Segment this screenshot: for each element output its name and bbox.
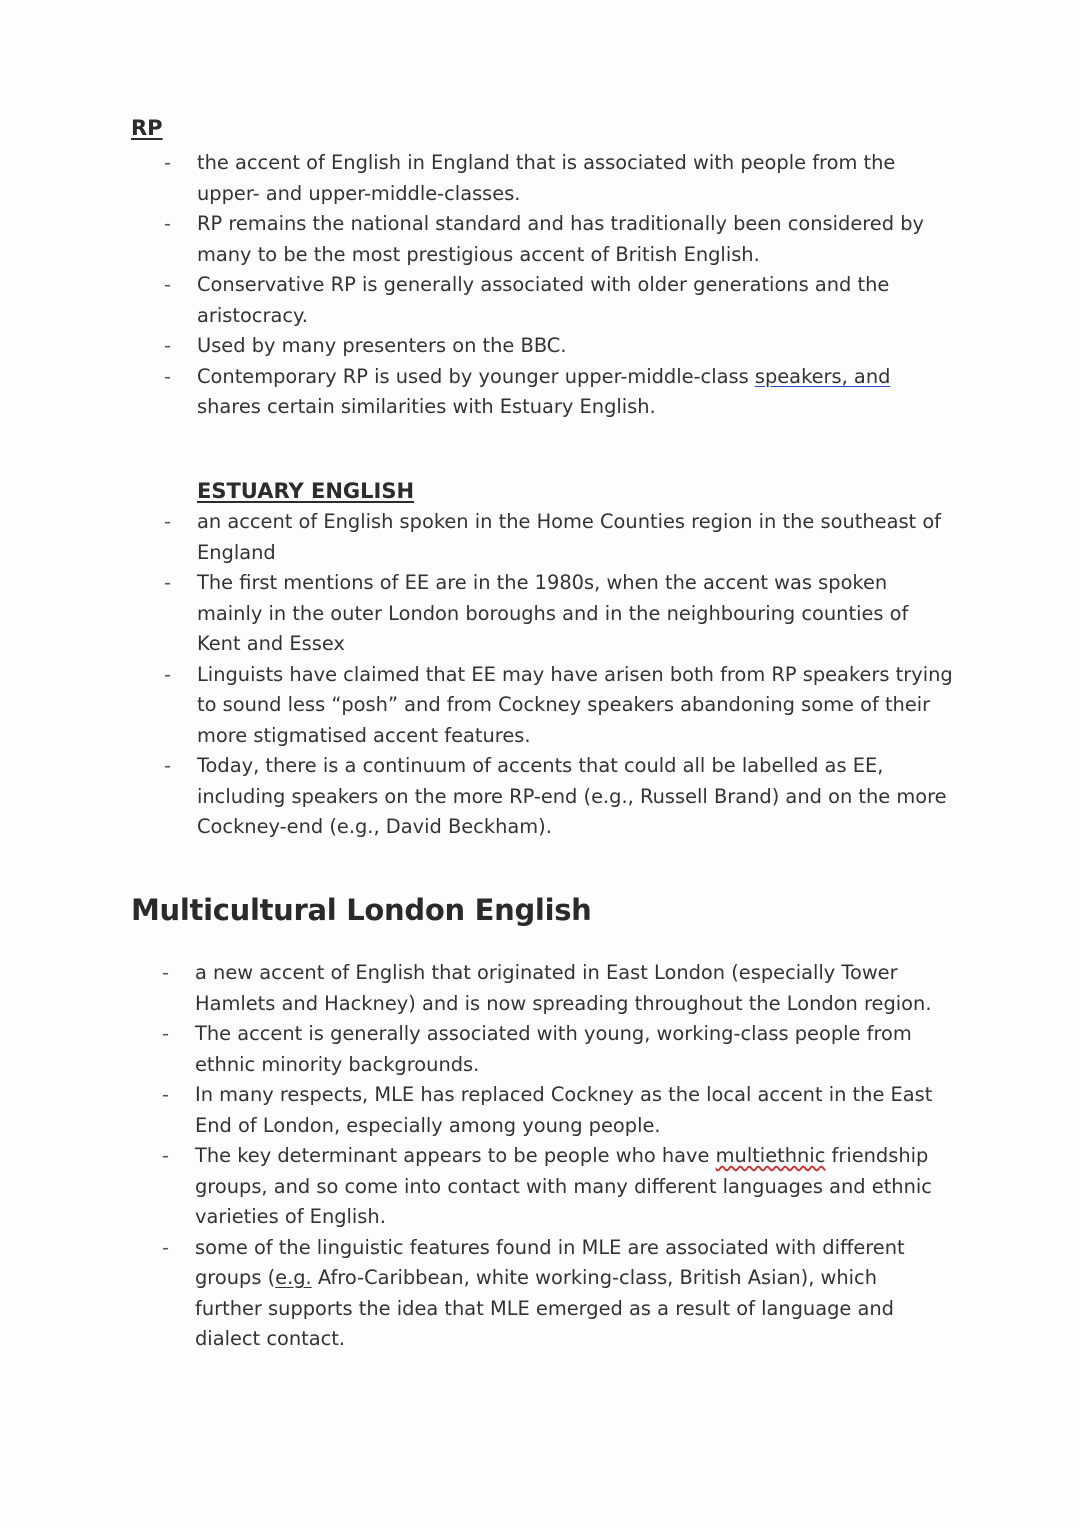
list-item: - Contemporary RP is used by younger upper-middle-class speakers, and shares certain similarities with Estuary English. bbox=[164, 364, 891, 418]
mle-heading-container bbox=[131, 893, 951, 927]
list-item: - The accent is generally associated with young, working-class people from ethnic minority backgrounds. bbox=[162, 1022, 912, 1076]
list-item: - Linguists have claimed that EE may have arisen both from RP speakers trying to sound less “posh” and from Cockney speakers abandoning some of their more stigmatised accent features. bbox=[164, 662, 953, 747]
list-item: - In many respects, MLE has replaced Cockney as the local accent in the East End of London, especially among young people. bbox=[162, 1083, 933, 1137]
list-item: - Today, there is a continuum of accents that could all be labelled as EE, including speakers on the more RP-end (e.g., Russell Brand) and on the more Cockney-end (e.g., David Beckham). bbox=[164, 754, 947, 838]
list-item: - some of the linguistic features found in MLE are associated with different groups (e.g. Afro-Caribbean, white working-class, British Asian), which further supports the idea that MLE emerged as a result of language and dialect contact. bbox=[162, 1235, 905, 1350]
estuary-heading: ESTUARY ENGLISH bbox=[197, 479, 415, 503]
list-item: - a new accent of English that originated in East London (especially Tower Hamlets and Hackney) and is now spreading throughout the London region. bbox=[162, 961, 932, 1015]
list-item: - Used by many presenters on the BBC. bbox=[164, 334, 567, 357]
estuary-list bbox=[164, 507, 957, 843]
mle-list bbox=[162, 958, 945, 1355]
list-item: - an accent of English spoken in the Home Counties region in the southeast of England bbox=[164, 510, 942, 564]
rp-heading: RP bbox=[131, 116, 163, 140]
mle-list-container bbox=[162, 958, 945, 1355]
list-item: - The first mentions of EE are in the 1980s, when the accent was spoken mainly in the outer London boroughs and in the neighbouring counties of Kent and Essex bbox=[164, 571, 909, 655]
underlined-abbrev: e.g. bbox=[275, 1266, 312, 1289]
spellcheck-word: multiethnic bbox=[715, 1144, 826, 1167]
list-item: - the accent of English in England that is associated with people from the upper- and upper-middle-classes. bbox=[164, 151, 896, 205]
mle-heading: Multicultural London English bbox=[131, 893, 592, 927]
rp-list-container bbox=[164, 148, 937, 423]
rp-list bbox=[164, 148, 937, 423]
rp-section bbox=[131, 116, 951, 140]
estuary-section bbox=[164, 479, 957, 843]
underlined-phrase: speakers, and bbox=[754, 364, 891, 388]
list-item: - RP remains the national standard and has traditionally been considered by many to be the most prestigious accent of British English. bbox=[164, 212, 924, 266]
list-item: - Conservative RP is generally associated with older generations and the aristocracy. bbox=[164, 273, 890, 327]
list-item: - The key determinant appears to be people who have multiethnic friendship groups, and so come into contact with many different languages and ethnic varieties of English. bbox=[162, 1144, 932, 1228]
